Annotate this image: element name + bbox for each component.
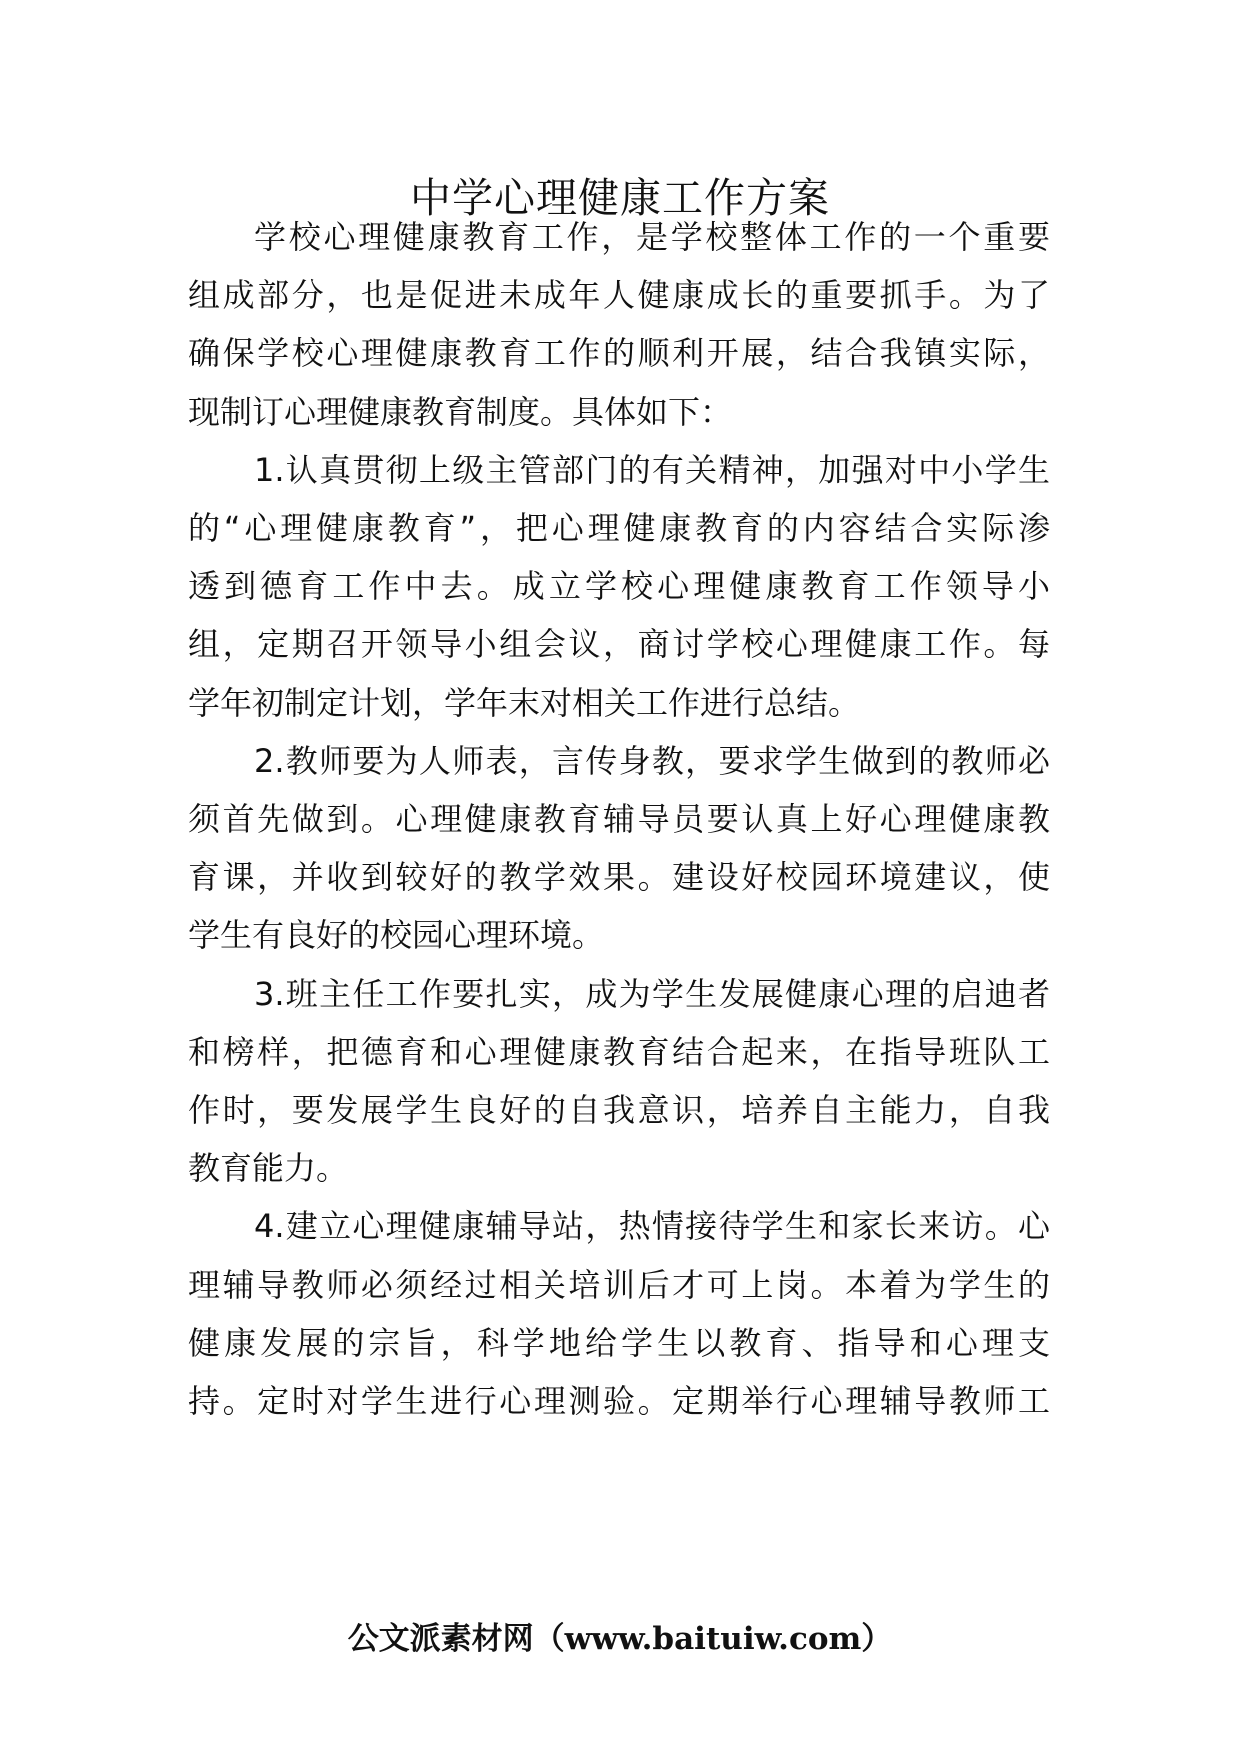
paragraph-line: 学校心理健康教育工作，是学校整体工作的一个重要 bbox=[254, 218, 1050, 256]
paragraph-line: 2.教师要为人师表，言传身教，要求学生做到的教师必 bbox=[254, 741, 1050, 780]
paragraph-line: 须首先做到。心理健康教育辅导员要认真上好心理健康教 bbox=[188, 800, 1050, 838]
paragraph-line: 3.班主任工作要扎实，成为学生发展健康心理的启迪者 bbox=[254, 974, 1050, 1013]
document-title: 中学心理健康工作方案 bbox=[410, 174, 830, 222]
paragraph-line: 确保学校心理健康教育工作的顺利开展，结合我镇实际， bbox=[188, 334, 1050, 373]
paragraph-line: 持。定时对学生进行心理测验。定期举行心理辅导教师工 bbox=[188, 1382, 1050, 1420]
paragraph-line: 理辅导教师必须经过相关培训后才可上岗。本着为学生的 bbox=[188, 1265, 1050, 1304]
paragraph-line: 育课，并收到较好的教学效果。建设好校园环境建议，使 bbox=[188, 858, 1050, 897]
paragraph-line: 4.建立心理健康辅导站，热情接待学生和家长来访。心 bbox=[254, 1207, 1050, 1246]
paragraph-line: 健康发展的宗旨，科学地给学生以教育、指导和心理支 bbox=[188, 1323, 1050, 1362]
footer-watermark: 公文派素材网（www.baituiw.com） bbox=[347, 1621, 893, 1657]
paragraph-line: 现制订心理健康教育制度。具体如下： bbox=[188, 392, 733, 431]
paragraph-line: 教育能力。 bbox=[188, 1149, 349, 1188]
paragraph-line: 和榜样，把德育和心理健康教育结合起来，在指导班队工 bbox=[188, 1032, 1050, 1071]
paragraph-line: 组，定期召开领导小组会议，商讨学校心理健康工作。每 bbox=[188, 625, 1050, 664]
paragraph-line: 作时，要发展学生良好的自我意识，培养自主能力，自我 bbox=[188, 1091, 1050, 1129]
paragraph-line: 组成部分，也是促进未成年人健康成长的重要抓手。为了 bbox=[188, 276, 1050, 315]
paragraph-line: 透到德育工作中去。成立学校心理健康教育工作领导小 bbox=[188, 567, 1050, 606]
paragraph-line: 的“心理健康教育”，把心理健康教育的内容结合实际渗 bbox=[188, 509, 1050, 547]
paragraph-line: 学年初制定计划，学年末对相关工作进行总结。 bbox=[188, 683, 861, 722]
paragraph-line: 1.认真贯彻上级主管部门的有关精神，加强对中小学生 bbox=[254, 450, 1050, 489]
paragraph-line: 学生有良好的校园心理环境。 bbox=[188, 916, 605, 955]
